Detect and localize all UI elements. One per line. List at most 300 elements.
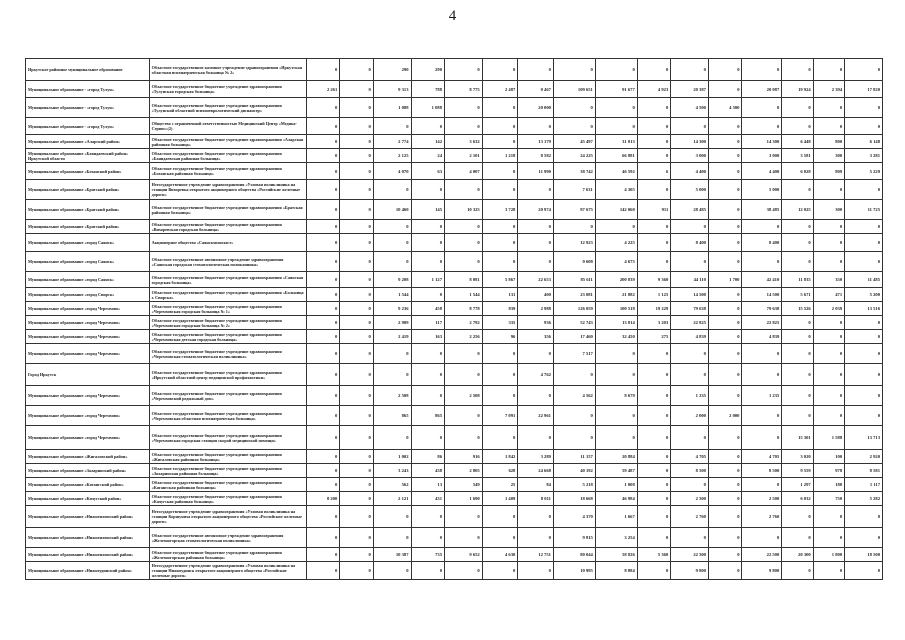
value-cell: 13 713 (845, 426, 883, 450)
value-cell: 0 (340, 135, 374, 149)
value-cell: 9 208 (373, 272, 411, 288)
value-cell: 2 101 (445, 149, 483, 163)
table-row (26, 386, 883, 406)
value-cell: 438 (411, 464, 445, 478)
municipality-cell: Муниципальное образование «Нижнеилимский район» (26, 548, 150, 562)
value-cell: 1 800 (813, 548, 844, 562)
value-cell: 0 (340, 506, 374, 528)
value-cell: 0 (445, 59, 483, 81)
value-cell: 0 (373, 252, 411, 272)
value-cell: 0 (637, 135, 671, 149)
value-cell: 0 (782, 234, 813, 252)
municipality-cell: Муниципальное образование «Нижнеилимский район» (26, 506, 150, 528)
value-cell: 0 (782, 386, 813, 406)
value-cell: 0 (340, 450, 374, 464)
institution-cell: Областное государственное бюджетное учреждение здравоохранения «Черемховская городская больница № 1» (149, 302, 306, 316)
value-cell: 0 (637, 562, 671, 580)
value-cell: 2 256 (445, 330, 483, 344)
table-row (26, 344, 883, 364)
value-cell: 9 652 (445, 548, 483, 562)
value-cell: 0 (595, 59, 637, 81)
value-cell: 0 (445, 180, 483, 200)
value-cell: 0 (306, 180, 340, 200)
municipality-cell: Муниципальное образование «Братский район» (26, 220, 150, 234)
value-cell: 0 (445, 220, 483, 234)
value-cell: 9 815 (553, 528, 595, 548)
value-cell: 0 (306, 302, 340, 316)
value-cell: 0 (306, 330, 340, 344)
institution-cell: Областное государственное бюджетное учреждение здравоохранения «Заларинская районная больница» (149, 464, 306, 478)
value-cell: 17 820 (845, 81, 883, 98)
value-cell: 24 (411, 149, 445, 163)
value-cell: 0 (340, 386, 374, 406)
value-cell: 2 000 (708, 406, 742, 426)
value-cell: 20 087 (742, 81, 782, 98)
value-cell: 0 (411, 234, 445, 252)
table-row (26, 548, 883, 562)
value-cell: 0 (306, 528, 340, 548)
value-cell: 1 297 (782, 478, 813, 492)
value-cell: 5 229 (845, 163, 883, 180)
value-cell: 549 (445, 478, 483, 492)
value-cell: 0 (742, 364, 782, 386)
value-cell: 180 (813, 478, 844, 492)
value-cell: 0 (782, 118, 813, 135)
table-row (26, 528, 883, 548)
value-cell: 0 (845, 98, 883, 118)
value-cell: 4 370 (553, 506, 595, 528)
municipality-cell: Муниципальное образование - «город Тулун» (26, 98, 150, 118)
value-cell: 9 800 (742, 562, 782, 580)
institution-cell: Областное государственное бюджетное учреждение здравоохранения «Тулунский областной психоневрологический диспансер» (149, 98, 306, 118)
value-cell: 0 (518, 180, 554, 200)
value-cell: 0 (340, 220, 374, 234)
value-cell: 117 (411, 316, 445, 330)
value-cell: 13 516 (845, 302, 883, 316)
municipality-cell: Муниципальное образование «Братский район» (26, 180, 150, 200)
value-cell: 0 (742, 406, 782, 426)
value-cell: 0 (708, 450, 742, 464)
value-cell: 0 (411, 528, 445, 548)
value-cell: 2 909 (373, 316, 411, 330)
value-cell: 0 (340, 330, 374, 344)
value-cell: 0 (373, 118, 411, 135)
value-cell: 911 (637, 200, 671, 220)
value-cell: 9 313 (373, 81, 411, 98)
value-cell: 0 (445, 98, 483, 118)
institution-cell: Областное государственное бюджетное учреждение здравоохранения «Вихоревская городская больница» (149, 220, 306, 234)
value-cell: 0 (813, 98, 844, 118)
value-cell: 300 (813, 200, 844, 220)
value-cell: 275 (637, 330, 671, 344)
table-row (26, 364, 883, 386)
value-cell: 0 (671, 344, 709, 364)
value-cell: 0 (782, 528, 813, 548)
value-cell: 4 839 (742, 330, 782, 344)
value-cell: 2 500 (671, 492, 709, 506)
value-cell: 0 (340, 426, 374, 450)
value-cell: 0 (518, 220, 554, 234)
value-cell: 15 526 (782, 302, 813, 316)
value-cell: 0 (813, 234, 844, 252)
value-cell: 0 (373, 364, 411, 386)
value-cell: 44 110 (671, 272, 709, 288)
value-cell: 0 (373, 344, 411, 364)
value-cell: 0 (845, 234, 883, 252)
value-cell: 40 192 (553, 464, 595, 478)
value-cell: 0 (306, 344, 340, 364)
value-cell: 20 387 (671, 81, 709, 98)
value-cell: 14 500 (671, 288, 709, 302)
institution-cell: Акционерное общество «Саянскхимпласт» (149, 234, 306, 252)
value-cell: 2 774 (373, 135, 411, 149)
value-cell: 4 675 (595, 252, 637, 272)
value-cell: 0 (518, 118, 554, 135)
value-cell: 21 882 (595, 288, 637, 302)
value-cell: 0 (637, 98, 671, 118)
value-cell: 0 (671, 118, 709, 135)
value-cell: 4 007 (445, 163, 483, 180)
value-cell: 200 839 (595, 272, 637, 288)
value-cell: 788 (411, 81, 445, 98)
value-cell: 2 394 (813, 81, 844, 98)
value-cell: 0 (845, 562, 883, 580)
value-cell: 0 (708, 149, 742, 163)
value-cell: 0 (708, 59, 742, 81)
value-cell: 0 (518, 426, 554, 450)
value-cell: 20 300 (782, 548, 813, 562)
value-cell: 0 (411, 252, 445, 272)
value-cell: 0 (813, 406, 844, 426)
value-cell: 9 559 (782, 464, 813, 478)
value-cell: 14 300 (671, 135, 709, 149)
municipality-cell: Муниципальное образование «Нижнеудинский район» (26, 562, 150, 580)
value-cell: 0 (637, 464, 671, 478)
value-cell: 0 (708, 364, 742, 386)
municipality-cell: Муниципальное образование «Братский район» (26, 200, 150, 220)
value-cell: 290 (373, 59, 411, 81)
value-cell: 0 (782, 344, 813, 364)
value-cell: 3 281 (845, 149, 883, 163)
value-cell: 0 (782, 330, 813, 344)
value-cell: 10 460 (373, 200, 411, 220)
value-cell: 0 (411, 386, 445, 406)
institution-cell: Областное государственное бюджетное учреждение здравоохранения «Черемховская детская городская больница» (149, 330, 306, 344)
value-cell: 15 301 (782, 426, 813, 450)
value-cell: 0 (637, 528, 671, 548)
value-cell: 0 (482, 506, 518, 528)
value-cell: 163 (411, 330, 445, 344)
value-cell: 5 218 (553, 478, 595, 492)
value-cell: 1 088 (411, 98, 445, 118)
value-cell: 0 (482, 252, 518, 272)
value-cell: 4 839 (671, 330, 709, 344)
institution-cell: Областное государственное автономное учреждение здравоохранения «Железногорская стоматологическая поликлиника» (149, 528, 306, 548)
value-cell: 0 (411, 506, 445, 528)
value-cell: 5 000 (671, 180, 709, 200)
value-cell: 0 (445, 118, 483, 135)
value-cell: 0 (637, 450, 671, 464)
value-cell: 0 (671, 252, 709, 272)
value-cell: 936 (518, 316, 554, 330)
municipality-cell: Муниципальное образование «Нижнеилимский район» (26, 528, 150, 548)
value-cell: 0 (845, 406, 883, 426)
value-cell: 0 (553, 406, 595, 426)
table-row (26, 316, 883, 330)
value-cell: 0 (595, 406, 637, 426)
value-cell: 0 (708, 426, 742, 450)
value-cell: 0 (845, 316, 883, 330)
value-cell: 0 (553, 118, 595, 135)
value-cell: 5 671 (782, 288, 813, 302)
table-row (26, 478, 883, 492)
institution-cell: Негосударственное учреждение здравоохранения «Узловая поликлиника на станции Коршуниха открытого акционерного общества «Российские железные дороги» (149, 506, 306, 528)
value-cell: 1 235 (671, 386, 709, 406)
value-cell: 0 (340, 252, 374, 272)
value-cell: 0 (708, 492, 742, 506)
value-cell: 3 728 (482, 200, 518, 220)
value-cell: 13 814 (595, 316, 637, 330)
value-cell: 0 (445, 406, 483, 426)
value-cell: 0 (518, 234, 554, 252)
value-cell: 0 (340, 234, 374, 252)
value-cell: 0 (553, 59, 595, 81)
value-cell: 0 (671, 364, 709, 386)
table-row (26, 406, 883, 426)
municipality-cell: Муниципальное образование «город Саянск» (26, 252, 150, 272)
value-cell: 11 725 (845, 200, 883, 220)
table-row (26, 234, 883, 252)
value-cell: 0 (482, 234, 518, 252)
value-cell: 2 792 (445, 316, 483, 330)
value-cell: 0 (637, 478, 671, 492)
value-cell: 0 (306, 272, 340, 288)
value-cell: 79 638 (671, 302, 709, 316)
value-cell: 0 (411, 180, 445, 200)
table-row (26, 252, 883, 272)
value-cell: 0 (373, 562, 411, 580)
value-cell: 6 032 (782, 492, 813, 506)
value-cell: 4 562 (553, 386, 595, 406)
value-cell: 8 500 (742, 464, 782, 478)
value-cell: 1 700 (708, 272, 742, 288)
institution-cell: Областное государственное бюджетное учреждение здравоохранения «Иркутский областной центр медицинской профилактики» (149, 364, 306, 386)
value-cell: 0 (306, 406, 340, 426)
institution-cell: Областное государственное бюджетное учреждение здравоохранения «Железногорская районная больница» (149, 548, 306, 562)
table-row (26, 272, 883, 288)
value-cell: 0 (306, 426, 340, 450)
institution-cell: Областное государственное бюджетное учреждение здравоохранения «Черемховская областная психиатрическая больница» (149, 406, 306, 426)
value-cell: 0 (782, 98, 813, 118)
value-cell: 0 (708, 344, 742, 364)
value-cell: 3 243 (373, 464, 411, 478)
value-cell: 59 487 (595, 464, 637, 478)
table-row (26, 163, 883, 180)
value-cell: 0 (373, 426, 411, 450)
value-cell: 2 988 (518, 302, 554, 316)
value-cell: 0 (595, 220, 637, 234)
value-cell: 0 (813, 118, 844, 135)
value-cell: 0 (340, 406, 374, 426)
value-cell: 8 775 (445, 81, 483, 98)
table-row (26, 302, 883, 316)
value-cell: 42 410 (742, 272, 782, 288)
value-cell: 0 (518, 528, 554, 548)
value-cell: 4 500 (708, 98, 742, 118)
value-cell: 0 (845, 386, 883, 406)
value-cell: 1 218 (482, 149, 518, 163)
value-cell: 0 (845, 252, 883, 272)
table-row (26, 426, 883, 450)
municipality-cell: Муниципальное образование - «город Тулун» (26, 118, 150, 135)
value-cell: 0 (708, 135, 742, 149)
value-cell: 0 (482, 386, 518, 406)
value-cell: 126 059 (553, 302, 595, 316)
municipality-cell: Муниципальное образование «Катангский район» (26, 478, 150, 492)
value-cell: 0 (782, 59, 813, 81)
value-cell: 0 (306, 506, 340, 528)
value-cell: 31 013 (595, 135, 637, 149)
value-cell: 0 (340, 98, 374, 118)
value-cell: 4 630 (482, 548, 518, 562)
value-cell: 19 924 (782, 81, 813, 98)
value-cell: 400 (518, 288, 554, 302)
value-cell: 0 (782, 252, 813, 272)
value-cell: 0 (306, 118, 340, 135)
value-cell: 0 (306, 464, 340, 478)
value-cell: 11 990 (518, 163, 554, 180)
value-cell: 335 (482, 316, 518, 330)
value-cell: 0 (306, 316, 340, 330)
value-cell: 4 070 (373, 163, 411, 180)
value-cell: 1 588 (813, 426, 844, 450)
value-cell: 97 675 (553, 200, 595, 220)
value-cell: 0 (742, 98, 782, 118)
value-cell: 14 300 (742, 135, 782, 149)
value-cell: 0 (553, 426, 595, 450)
data-table (25, 58, 883, 580)
value-cell: 6 148 (845, 135, 883, 149)
value-cell: 0 (482, 163, 518, 180)
value-cell: 91 677 (595, 81, 637, 98)
value-cell: 1 125 (637, 288, 671, 302)
value-cell: 0 (306, 288, 340, 302)
value-cell: 0 (595, 98, 637, 118)
value-cell: 6 028 (782, 163, 813, 180)
municipality-cell: Муниципальное образование «город Черемхово» (26, 302, 150, 316)
municipality-cell: Муниципальное образование «город Черемхово» (26, 386, 150, 406)
institution-cell: Областное государственное бюджетное учреждение здравоохранения «Качугская районная больница» (149, 492, 306, 506)
value-cell: 0 (595, 426, 637, 450)
value-cell: 0 (306, 59, 340, 81)
value-cell: 10 325 (445, 200, 483, 220)
value-cell: 0 (518, 562, 554, 580)
table-row (26, 200, 883, 220)
table-row (26, 135, 883, 149)
value-cell: 0 (411, 220, 445, 234)
value-cell: 1 544 (445, 288, 483, 302)
value-cell: 431 (411, 492, 445, 506)
value-cell: 6 (637, 163, 671, 180)
value-cell: 96 (482, 330, 518, 344)
value-cell: 0 (482, 528, 518, 548)
value-cell: 4 400 (742, 163, 782, 180)
value-cell: 0 (708, 528, 742, 548)
value-cell: 0 (845, 59, 883, 81)
municipality-cell: Муниципальное образование «Баяндаевский район» Иркутской области (26, 149, 150, 163)
value-cell: 0 (553, 98, 595, 118)
value-cell: 0 (445, 562, 483, 580)
value-cell: 2 121 (373, 492, 411, 506)
value-cell: 0 (340, 302, 374, 316)
institution-cell: Областное государственное казенное учреждение здравоохранения «Иркутская областная психиатрическая больница № 2» (149, 59, 306, 81)
municipality-cell: Муниципальное образование «город Черемхово» (26, 426, 150, 450)
value-cell: 0 (340, 364, 374, 386)
value-cell: 17 460 (553, 330, 595, 344)
municipality-cell: Муниципальное образование «Жигаловский район» (26, 450, 150, 464)
municipality-cell: Муниципальное образование «Боханский район» (26, 163, 150, 180)
value-cell: 12 751 (518, 548, 554, 562)
value-cell: 8 581 (845, 464, 883, 478)
value-cell: 0 (306, 548, 340, 562)
value-cell: 0 (306, 478, 340, 492)
value-cell: 2 487 (482, 81, 518, 98)
value-cell: 628 (482, 464, 518, 478)
value-cell: 0 (813, 220, 844, 234)
value-cell: 0 (708, 180, 742, 200)
value-cell: 5 200 (845, 288, 883, 302)
value-cell: 458 (411, 302, 445, 316)
value-cell: 839 (482, 302, 518, 316)
value-cell: 0 (708, 220, 742, 234)
value-cell: 0 (340, 562, 374, 580)
value-cell: 2 760 (671, 506, 709, 528)
value-cell: 0 (845, 330, 883, 344)
value-cell: 0 (445, 252, 483, 272)
value-cell: 1 409 (482, 492, 518, 506)
value-cell: 0 (637, 344, 671, 364)
institution-cell: Областное государственное бюджетное учреждение здравоохранения «Саянская городская больница» (149, 272, 306, 288)
value-cell: 0 (306, 386, 340, 406)
value-cell: 38 485 (742, 200, 782, 220)
value-cell: 0 (671, 426, 709, 450)
value-cell: 0 (340, 200, 374, 220)
value-cell: 0 (742, 426, 782, 450)
value-cell: 0 (782, 562, 813, 580)
value-cell: 0 (637, 386, 671, 406)
value-cell: 0 (742, 344, 782, 364)
value-cell: 28 485 (671, 200, 709, 220)
value-cell: 0 (518, 59, 554, 81)
value-cell: 356 (518, 330, 554, 344)
institution-cell: Областное государственное бюджетное учреждение здравоохранения «Черемховская городская станция скорой медицинской помощи» (149, 426, 306, 450)
value-cell: 0 (411, 562, 445, 580)
value-cell: 0 (782, 316, 813, 330)
value-cell: 0 (813, 344, 844, 364)
municipality-cell: Муниципальное образование «город Черемхово» (26, 330, 150, 344)
value-cell: 0 (845, 220, 883, 234)
value-cell: 0 (708, 562, 742, 580)
value-cell: 0 (306, 200, 340, 220)
value-cell: 0 (742, 59, 782, 81)
value-cell: 13 (411, 478, 445, 492)
value-cell: 46 984 (595, 492, 637, 506)
value-cell: 0 (742, 478, 782, 492)
value-cell: 0 (782, 506, 813, 528)
value-cell: 1 127 (411, 272, 445, 288)
value-cell: 2 508 (445, 386, 483, 406)
value-cell: 10 995 (553, 562, 595, 580)
